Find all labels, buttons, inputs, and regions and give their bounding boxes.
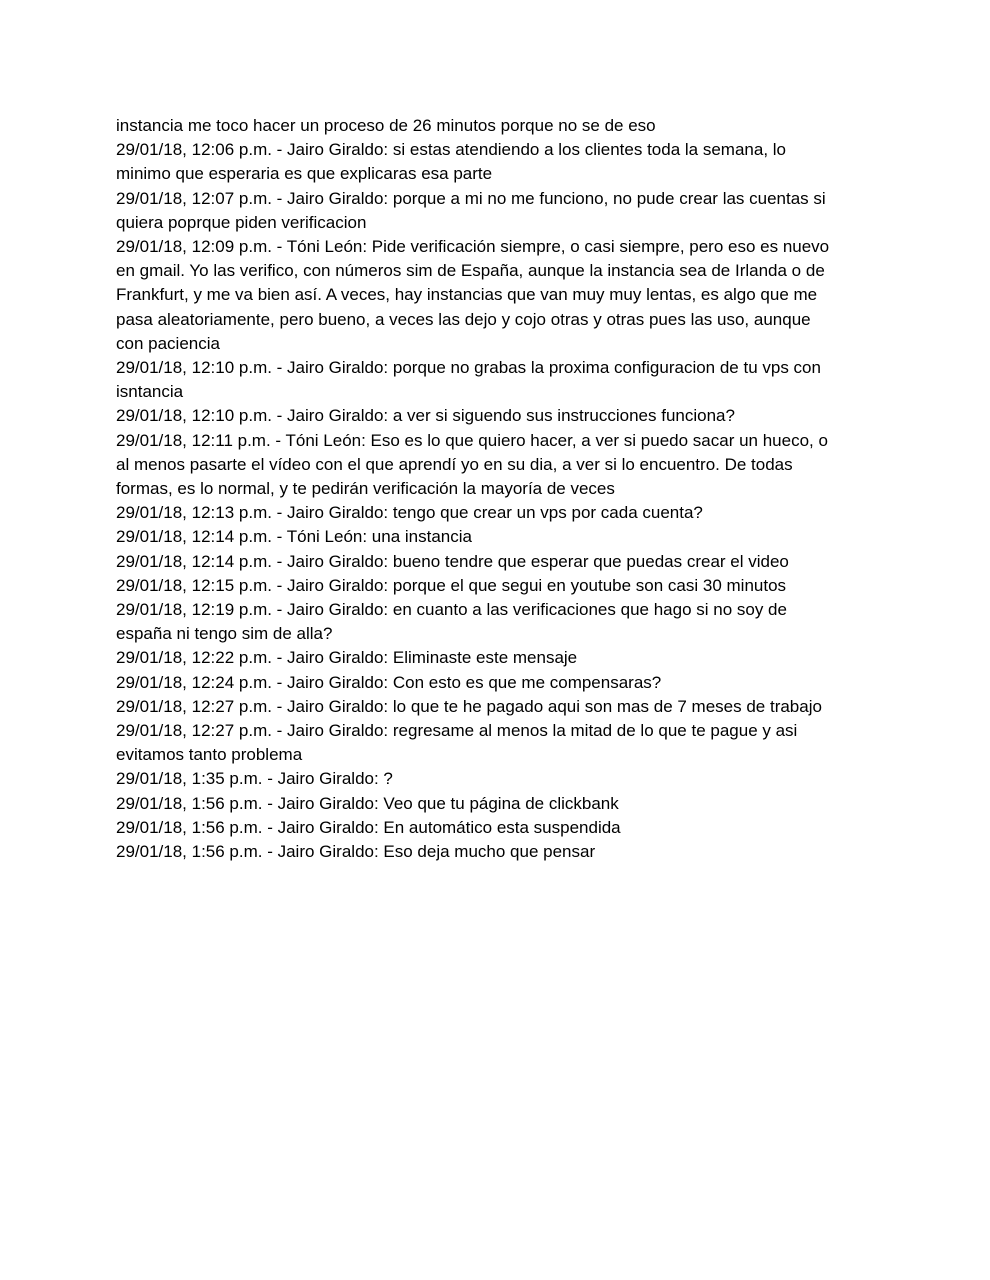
chat-message: 29/01/18, 12:24 p.m. - Jairo Giraldo: Con esto es que me compensaras? xyxy=(116,672,662,692)
chat-message: 29/01/18, 12:15 p.m. - Jairo Giraldo: porque el que segui en youtube son casi 30 minutos xyxy=(116,575,787,595)
chat-message: 29/01/18, 12:27 p.m. - Jairo Giraldo: lo que te he pagado aqui son mas de 7 meses de trabajo xyxy=(116,696,822,716)
chat-message: 29/01/18, 12:14 p.m. - Jairo Giraldo: bueno tendre que esperar que puedas crear el video xyxy=(116,551,789,571)
chat-message: 29/01/18, 1:56 p.m. - Jairo Giraldo: En automático esta suspendida xyxy=(116,817,621,837)
chat-message: 29/01/18, 12:22 p.m. - Jairo Giraldo: Eliminaste este mensaje xyxy=(116,648,578,668)
chat-message: 29/01/18, 12:07 p.m. - Jairo Giraldo: porque a mi no me funciono, no pude crear las cuentas si quiera poprque piden verificacion xyxy=(116,188,826,232)
chat-message: 29/01/18, 12:27 p.m. - Jairo Giraldo: regresame al menos la mitad de lo que te pague y asi evitamos tanto problema xyxy=(116,721,798,765)
chat-message: 29/01/18, 12:13 p.m. - Jairo Giraldo: tengo que crear un vps por cada cuenta? xyxy=(116,503,703,523)
chat-message: 29/01/18, 12:06 p.m. - Jairo Giraldo: si estas atendiendo a los clientes toda la semana, lo minimo que esperaria es que explicaras esa parte xyxy=(116,140,787,184)
chat-message: 29/01/18, 12:09 p.m. - Tóni León: Pide verificación siempre, o casi siempre, pero eso es nuevo en gmail. Yo las verifico, con números sim de España, aunque la instancia sea de Irlanda o de Frankfurt, y me va bien así. A veces, hay instancias que van muy muy lentas, es algo que me pasa aleatoriamente, pero bueno, a veces las dejo y cojo otras y otras pues las uso, aunque con paciencia xyxy=(116,237,830,353)
chat-message: 29/01/18, 12:19 p.m. - Jairo Giraldo: en cuanto a las verificaciones que hago si no soy de españa ni tengo sim de alla? xyxy=(116,600,787,644)
chat-message: 29/01/18, 1:56 p.m. - Jairo Giraldo: Eso deja mucho que pensar xyxy=(116,842,596,862)
paragraph-continuation: instancia me toco hacer un proceso de 26 minutos porque no se de eso xyxy=(116,116,656,135)
chat-message: 29/01/18, 1:56 p.m. - Jairo Giraldo: Veo que tu página de clickbank xyxy=(116,793,619,813)
chat-message: 29/01/18, 12:10 p.m. - Jairo Giraldo: a ver si siguendo sus instrucciones funciona? xyxy=(116,406,735,426)
chat-message: 29/01/18, 1:35 p.m. - Jairo Giraldo: ? xyxy=(116,769,393,789)
chat-message: 29/01/18, 12:14 p.m. - Tóni León: una instancia xyxy=(116,527,472,547)
chat-message: 29/01/18, 12:11 p.m. - Tóni León: Eso es lo que quiero hacer, a ver si puedo sacar un hueco, o al menos pasarte el vídeo con el que aprendí yo en su dia, a ver si lo encuentro. De todas formas, es lo normal, y te pedirán verificación la mayoría de veces xyxy=(116,430,828,499)
chat-message: 29/01/18, 12:10 p.m. - Jairo Giraldo: porque no grabas la proxima configuracion de tu vps con isntancia xyxy=(116,358,821,402)
document-page xyxy=(116,114,876,864)
